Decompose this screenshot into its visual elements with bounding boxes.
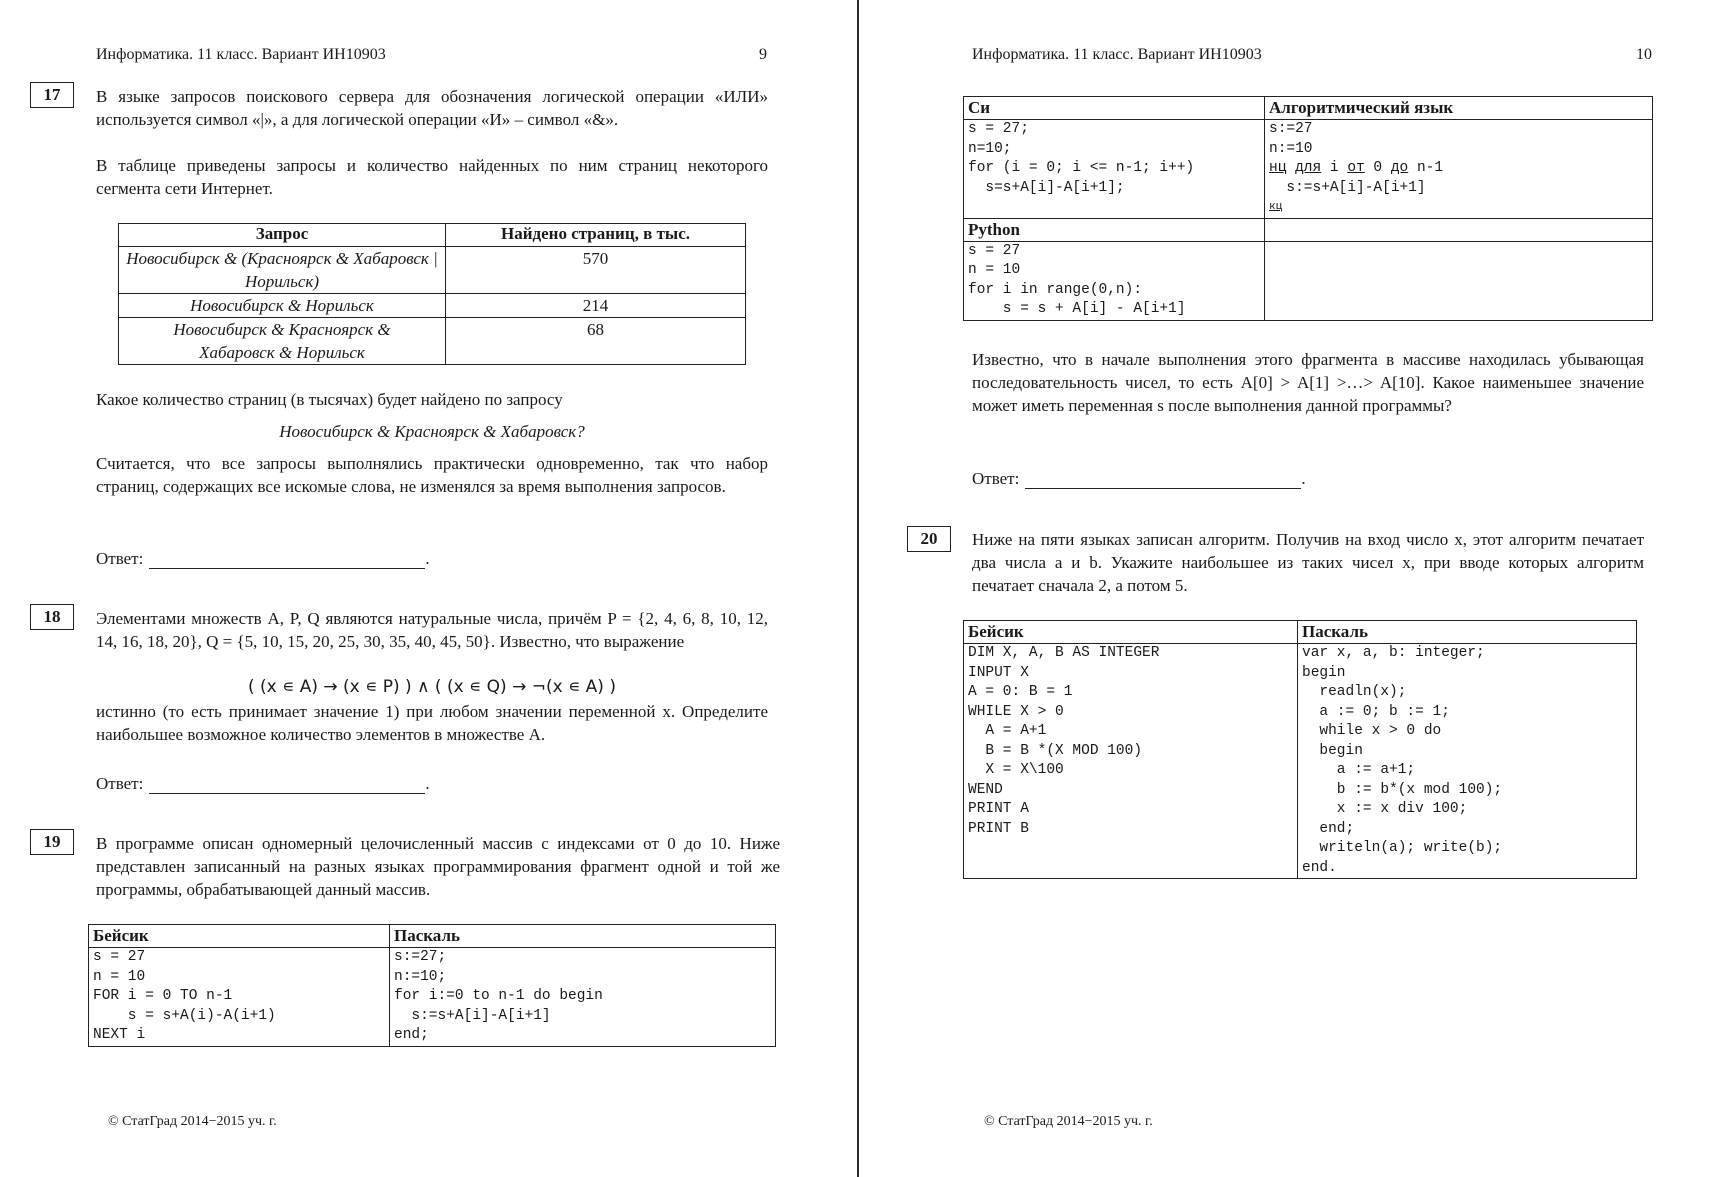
keyword-to: до: [1390, 160, 1409, 176]
python-code: [964, 241, 1265, 320]
c-code: [964, 120, 1265, 219]
code-line: for i in range(0,n):: [968, 281, 1143, 298]
q17-note: Считается, что все запросы выполнялись практически одновременно, так что набор страниц, содержащих все искомые слова, не изменялся за время выполнения запросов.: [96, 454, 768, 496]
pascal-header: Паскаль: [1298, 621, 1637, 644]
code-line: end.: [1302, 859, 1337, 876]
left-page: [0, 0, 858, 1177]
code-line: s = 27: [968, 242, 1021, 259]
q17-header-query: Запрос: [119, 224, 446, 247]
code-line: [1269, 159, 1648, 179]
code-line: var x, a, b: integer;: [1302, 645, 1485, 661]
code-line: while x > 0 do: [1302, 723, 1442, 739]
code-line: readln(x);: [1302, 684, 1407, 700]
page-header: Информатика. 11 класс. Вариант ИН10903: [972, 46, 1262, 63]
code-line: INPUT X: [968, 664, 1029, 681]
code-line: DIM X, A, B AS INTEGER: [968, 645, 1160, 661]
code-line: A = 0: B = 1: [968, 684, 1073, 700]
answer-line[interactable]: [1025, 470, 1301, 489]
page-footer: © СтатГрад 2014−2015 уч. г.: [984, 1114, 1153, 1129]
table-row: [119, 294, 746, 318]
code-line: s:=s+A[i]-A[i+1]: [1269, 179, 1426, 196]
q17-query: Новосибирск & Красноярск & Хабаровск?: [279, 422, 585, 441]
question-number-20: 20: [907, 526, 951, 552]
question-number-19: 19: [30, 829, 74, 855]
code-line: a := 0; b := 1;: [1302, 703, 1450, 720]
code-line: s = 27: [93, 949, 146, 965]
q17-table-intro: В таблице приведены запросы и количество найденных по ним страниц некоторого сегмента сети Интернет.: [96, 156, 768, 198]
code-line: a := a+1;: [1302, 762, 1416, 778]
code-line: s:=27;: [394, 949, 447, 965]
answer-line[interactable]: [149, 550, 425, 569]
code-line: s:=s+A[i]-A[i+1]: [394, 1007, 551, 1024]
code-line: x := x div 100;: [1302, 801, 1468, 817]
query-cell: Новосибирск & Красноярск & Хабаровск & Норильск: [119, 318, 446, 365]
code-line: FOR i = 0 TO n-1: [93, 988, 233, 1004]
q20-text: Ниже на пяти языках записан алгоритм. Получив на вход число x, этот алгоритм печатает два числа a и b. Укажите наибольшее из таких чисел x, при вводе которых алгоритм печатает сначала 2, а потом 5.: [972, 530, 1644, 595]
c-header: Си: [964, 97, 1265, 120]
basic-code: [964, 644, 1298, 879]
code-line: s = 27;: [968, 121, 1029, 137]
code-line: NEXT i: [93, 1027, 146, 1043]
count-cell: 570: [446, 247, 746, 294]
code-line: n:=10: [1269, 140, 1313, 157]
q18-answer: Ответ: .: [96, 774, 430, 793]
code-line: n=10;: [968, 140, 1012, 157]
code-line: b := b*(x mod 100);: [1302, 781, 1503, 798]
loop-var: i: [1321, 160, 1348, 176]
answer-label: Ответ:: [96, 549, 144, 568]
code-line: begin: [1302, 742, 1363, 759]
code-line: s = s + A[i] - A[i+1]: [968, 301, 1186, 317]
q17-header-count: Найдено страниц, в тыс.: [446, 224, 746, 247]
loop-to-value: n-1: [1408, 160, 1444, 176]
q19-text: В программе описан одномерный целочисленный массив с индексами от 0 до 10. Ниже представлен записанный на разных языках программирования фрагмент одной и той же программы, обрабатывающей данный массив.: [96, 834, 780, 899]
q18-text: Элементами множеств А, P, Q являются натуральные числа, причём P = {2, 4, 6, 8, 10, 12, 14, 16, 18, 20}, Q = {5, 10, 15, 20, 25, 30, 35, 40, 45, 50}. Известно, что выражение: [96, 609, 768, 651]
basic-header: Бейсик: [89, 925, 390, 948]
keyword-from: от: [1347, 160, 1365, 176]
code-line: WHILE X > 0: [968, 703, 1064, 720]
code-line: begin: [1302, 664, 1346, 681]
q18-formula: ( (x ∊ A) → (x ∊ P) ) ∧ ( (x ∊ Q) → ¬(x ∊ A) ): [248, 677, 616, 697]
pascal-code: [1298, 644, 1637, 879]
answer-label: Ответ:: [972, 469, 1020, 488]
q17-answer: Ответ: .: [96, 549, 430, 568]
alg-code: [1265, 120, 1653, 219]
q19-answer: Ответ: .: [972, 469, 1306, 488]
code-line: s = s+A(i)-A(i+1): [93, 1007, 276, 1024]
code-line: s:=27: [1269, 121, 1313, 137]
table-row: [119, 318, 746, 365]
basic-header: Бейсик: [964, 621, 1298, 644]
q17-query-table: [118, 223, 746, 365]
q20-code-table: [963, 620, 1637, 879]
code-line: X = X\100: [968, 762, 1064, 778]
python-header: Python: [964, 218, 1265, 241]
pascal-code: [390, 948, 776, 1047]
q18-text2: истинно (то есть принимает значение 1) при любом значении переменной x. Определите наибольшее возможное количество элементов в множестве A.: [96, 702, 768, 744]
code-line: PRINT B: [968, 820, 1029, 837]
code-line: n = 10: [93, 968, 146, 985]
code-line: for i:=0 to n-1 do begin: [394, 988, 603, 1004]
q19-code-table-left: [88, 924, 776, 1047]
code-line: s=s+A[i]-A[i+1];: [968, 179, 1125, 196]
page-number: 10: [1636, 46, 1652, 63]
right-page: [862, 0, 1718, 1177]
alg-header: Алгоритмический язык: [1265, 97, 1653, 120]
code-line: PRINT A: [968, 801, 1029, 817]
loop-from-value: 0: [1364, 160, 1391, 176]
answer-label: Ответ:: [96, 774, 144, 793]
code-line: n = 10: [968, 262, 1021, 278]
table-row: [119, 247, 746, 294]
code-line: WEND: [968, 781, 1003, 798]
page-header: Информатика. 11 класс. Вариант ИН10903: [96, 46, 386, 63]
code-line: for (i = 0; i <= n-1; i++): [968, 160, 1195, 176]
keyword-for: для: [1295, 160, 1322, 176]
count-cell: 68: [446, 318, 746, 365]
code-line: B = B *(X MOD 100): [968, 742, 1143, 759]
page-number: 9: [759, 46, 767, 63]
query-cell: Новосибирск & Норильск: [119, 294, 446, 318]
pascal-header: Паскаль: [390, 925, 776, 948]
basic-code: [89, 948, 390, 1047]
q17-intro: В языке запросов поискового сервера для обозначения логической операции «ИЛИ» используется символ «|», а для логической операции «И» – символ «&».: [96, 87, 768, 129]
keyword-kc: кц: [1269, 201, 1283, 213]
keyword-nc: нц: [1269, 160, 1287, 176]
q19-code-table-right: [963, 96, 1653, 321]
code-line: writeln(a); write(b);: [1302, 840, 1503, 856]
code-line: n:=10;: [394, 968, 447, 985]
query-cell: Новосибирск & (Красноярск & Хабаровск | Норильск): [119, 247, 446, 294]
code-line: end;: [394, 1027, 429, 1043]
page-footer: © СтатГрад 2014−2015 уч. г.: [108, 1114, 277, 1129]
answer-line[interactable]: [149, 775, 425, 794]
question-number-17: 17: [30, 82, 74, 108]
code-line: end;: [1302, 820, 1355, 837]
q19-question: Известно, что в начале выполнения этого фрагмента в массиве находилась убывающая последовательность чисел, то есть A[0] > A[1] >…> A[10]. Какое наименьшее значение может иметь переменная s после выполнения данной программы?: [972, 350, 1644, 415]
count-cell: 214: [446, 294, 746, 318]
question-number-18: 18: [30, 604, 74, 630]
q17-question: Какое количество страниц (в тысячах) будет найдено по запросу: [96, 390, 563, 409]
code-line: A = A+1: [968, 723, 1047, 739]
